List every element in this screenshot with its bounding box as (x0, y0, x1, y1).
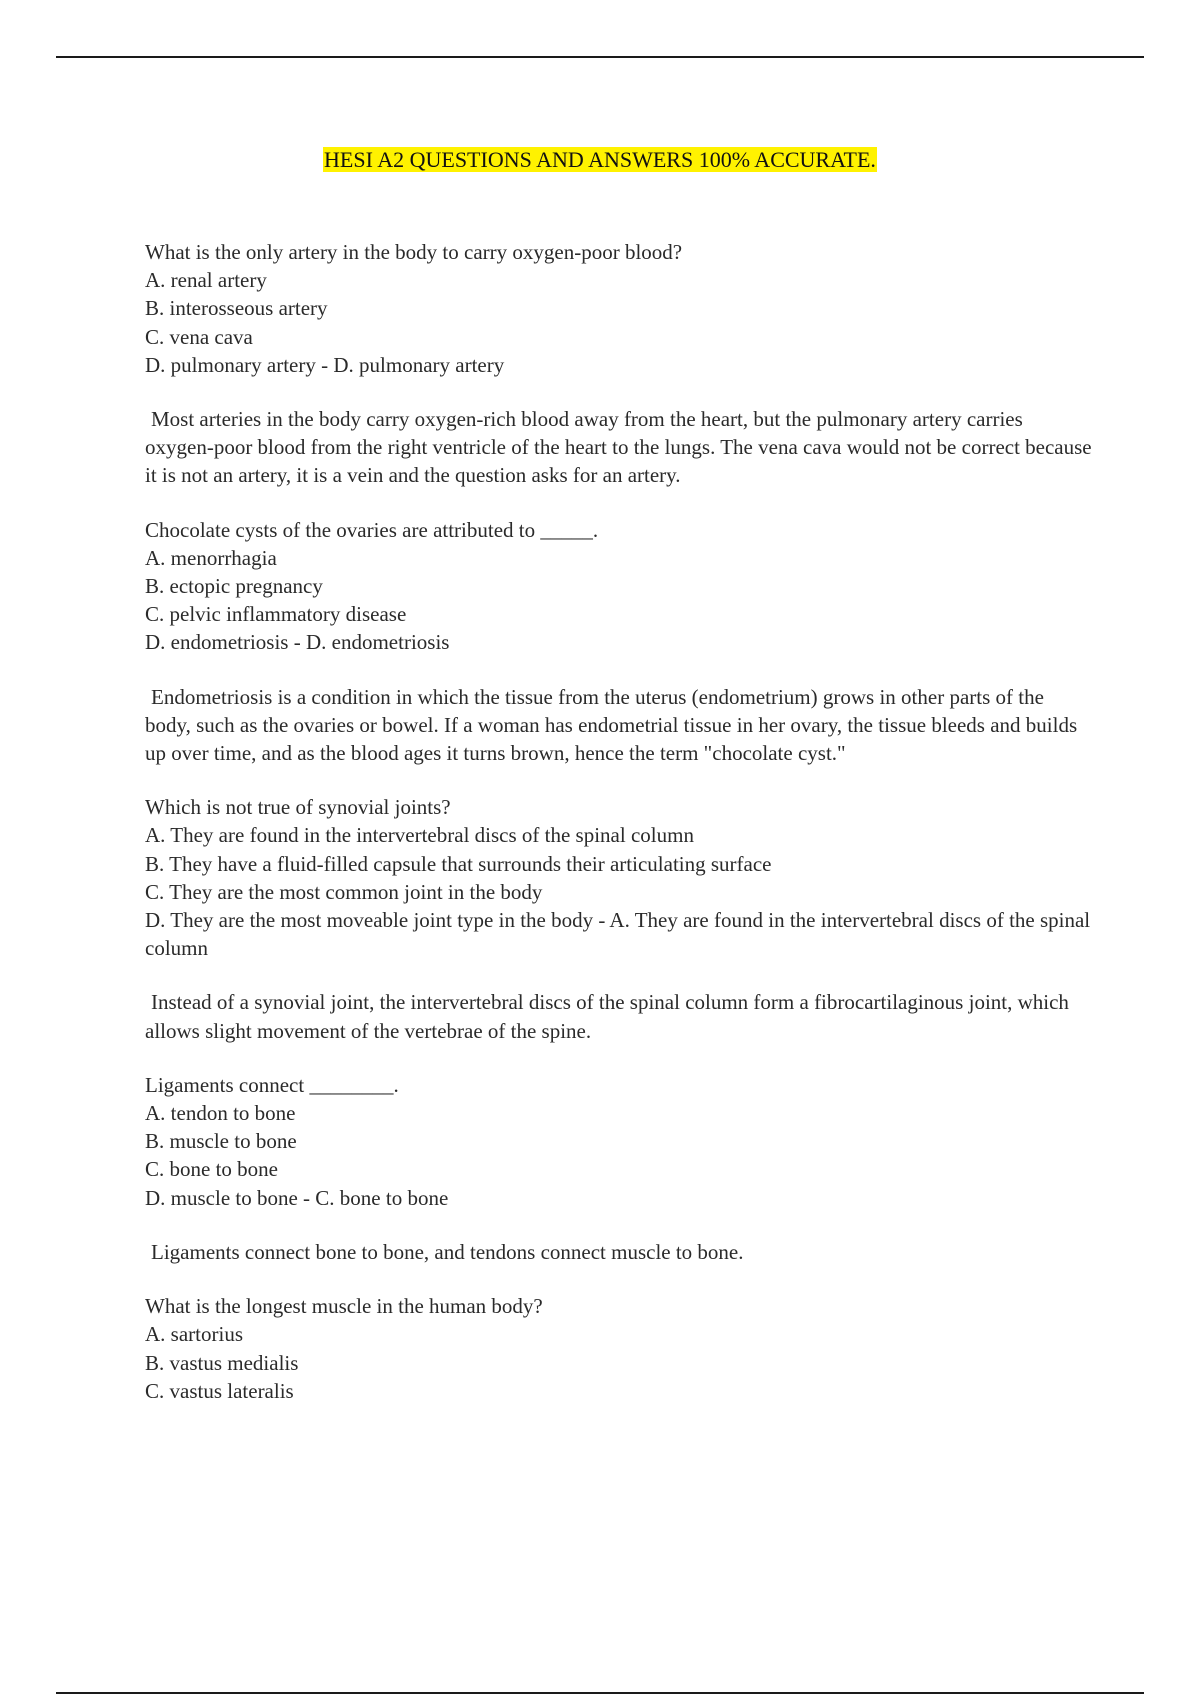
question-block (145, 238, 1095, 379)
option-line: C. They are the most common joint in the body (145, 879, 543, 904)
document-title: HESI A2 QUESTIONS AND ANSWERS 100% ACCURATE. (324, 147, 876, 172)
question-block (145, 516, 1095, 657)
question-block (145, 1071, 1095, 1212)
option-line: B. ectopic pregnancy (145, 574, 323, 599)
option-line: A. tendon to bone (145, 1101, 296, 1126)
option-line: C. pelvic inflammatory disease (145, 602, 407, 627)
option-line: B. vastus medialis (145, 1350, 299, 1375)
option-line: C. vena cava (145, 324, 253, 349)
question-text: Chocolate cysts of the ovaries are attributed to _____. (145, 517, 599, 542)
top-rule (56, 56, 1144, 58)
explanation-text: Instead of a synovial joint, the intervertebral discs of the spinal column form a fibrocartilaginous joint, which allows slight movement of the vertebrae of the spine. (145, 990, 1069, 1043)
option-line: C. vastus lateralis (145, 1378, 294, 1403)
option-line: B. muscle to bone (145, 1129, 297, 1154)
explanation-text: Endometriosis is a condition in which the tissue from the uterus (endometrium) grows in other parts of the body, such as the ovaries or bowel. If a woman has endometrial tissue in her ovary, the tissue bleeds and builds up over time, and as the blood ages it turns brown, hence the term "chocolate cyst." (145, 684, 1078, 766)
explanation-text: Most arteries in the body carry oxygen-rich blood away from the heart, but the pulmonary artery carries oxygen-poor blood from the right ventricle of the heart to the lungs. The vena cava would not be correct because it is not an artery, it is a vein and the question asks for an artery. (145, 407, 1092, 488)
question-text: Which is not true of synovial joints? (145, 795, 451, 820)
question-block (145, 793, 1095, 962)
option-line: B. interosseous artery (145, 296, 328, 321)
option-line: C. bone to bone (145, 1157, 278, 1182)
bottom-rule (56, 1692, 1144, 1694)
document-body (145, 238, 1095, 1431)
question-text: What is the longest muscle in the human body? (145, 1294, 543, 1319)
question-block (145, 1292, 1095, 1405)
option-line-answer: D. pulmonary artery - D. pulmonary artery (145, 352, 505, 377)
option-line: A. renal artery (145, 268, 267, 293)
question-text: Ligaments connect ________. (145, 1072, 399, 1097)
option-line-answer: D. endometriosis - D. endometriosis (145, 630, 450, 655)
option-line-answer: D. muscle to bone - C. bone to bone (145, 1185, 449, 1210)
explanation-text: Ligaments connect bone to bone, and tendons connect muscle to bone. (151, 1239, 744, 1264)
option-line-answer: D. They are the most moveable joint type in the body - A. They are found in the intervertebral discs of the spinal column (145, 908, 1096, 961)
option-line: A. They are found in the intervertebral discs of the spinal column (145, 823, 694, 848)
option-line: A. menorrhagia (145, 545, 277, 570)
title-container (0, 146, 1200, 174)
option-line: A. sartorius (145, 1322, 243, 1347)
question-text: What is the only artery in the body to carry oxygen-poor blood? (145, 240, 683, 264)
option-line: B. They have a fluid-filled capsule that surrounds their articulating surface (145, 851, 772, 876)
